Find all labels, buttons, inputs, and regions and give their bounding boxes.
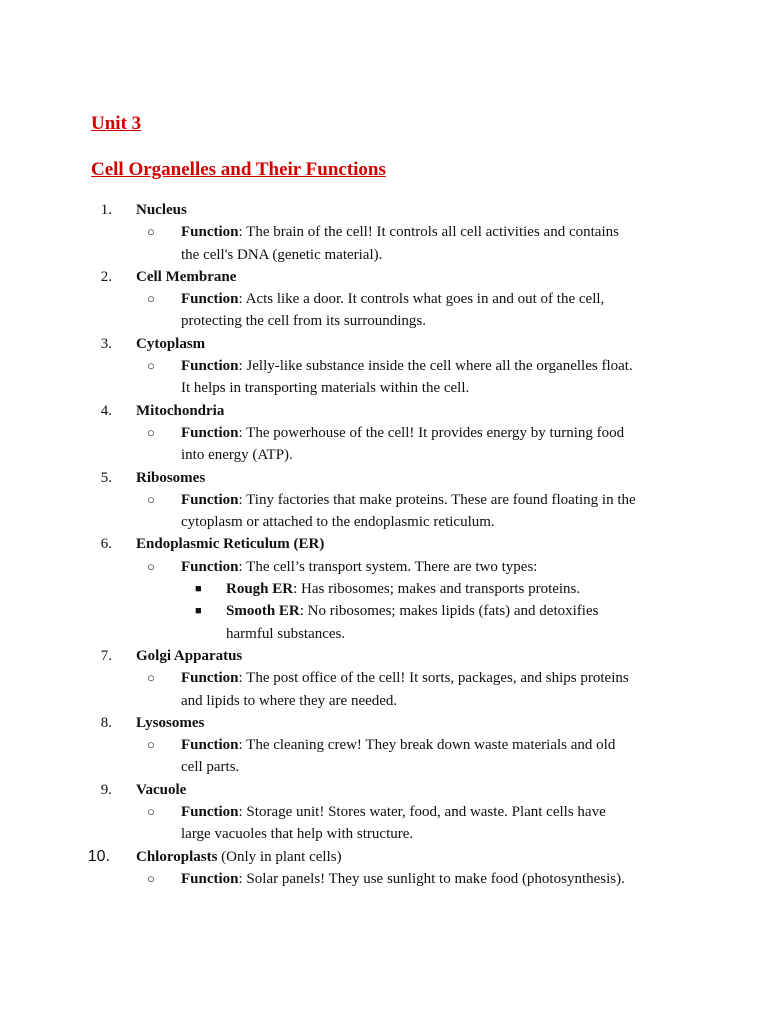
sub-item-label: Rough ER <box>226 581 294 598</box>
circle-bullet-icon: ○ <box>147 670 155 686</box>
function-label: Function <box>181 491 239 508</box>
function-label: Function <box>181 558 239 575</box>
function-text: Function: Tiny factories that make proteins. These are found floating in the <box>181 491 636 508</box>
organelle-name: Nucleus <box>136 202 187 218</box>
item-number: 4. <box>100 402 112 419</box>
list-item <box>0 846 768 868</box>
circle-bullet-icon: ○ <box>147 291 155 307</box>
organelle-name: Golgi Apparatus <box>136 647 243 664</box>
square-bullet-icon: ■ <box>195 583 202 596</box>
item-number: 8. <box>100 714 112 731</box>
item-number: 6. <box>100 536 112 553</box>
organelle-name: Ribosomes <box>136 469 206 486</box>
function-line <box>0 288 768 310</box>
item-number: 2. <box>100 268 112 285</box>
function-line <box>0 823 768 845</box>
function-text: Function: The brain of the cell! It controls all cell activities and contains <box>181 224 619 241</box>
organelle-name: Cytoplasm <box>136 335 206 352</box>
circle-bullet-icon: ○ <box>147 558 155 574</box>
list-item <box>0 645 768 667</box>
circle-bullet-icon: ○ <box>147 870 155 886</box>
sub-item-text: Smooth ER: No ribosomes; makes lipids (fats) and detoxifies <box>226 603 599 620</box>
function-line <box>0 221 768 243</box>
sub-item <box>0 600 768 622</box>
function-line <box>0 690 768 712</box>
organelle-name: Endoplasmic Reticulum (ER) <box>136 536 325 553</box>
unit-heading: Unit 3 <box>91 113 142 134</box>
sub-item-label: Smooth ER <box>226 603 300 620</box>
function-text: large vacuoles that help with structure. <box>181 826 414 843</box>
square-bullet-icon: ■ <box>195 605 202 618</box>
function-text: and lipids to where they are needed. <box>181 692 398 709</box>
function-label: Function <box>181 224 239 241</box>
item-number: 9. <box>100 781 112 798</box>
organelle-name: Mitochondria <box>136 402 225 419</box>
function-label: Function <box>181 737 239 754</box>
function-label: Function <box>181 358 239 375</box>
circle-bullet-icon: ○ <box>147 491 155 507</box>
function-line <box>0 868 768 890</box>
sub-item-text: harmful substances. <box>226 625 346 642</box>
function-line <box>0 756 768 778</box>
item-number: 3. <box>100 335 112 352</box>
function-text: It helps in transporting materials within the cell. <box>181 380 470 397</box>
function-text: Function: Jelly-like substance inside the cell where all the organelles float. <box>181 358 633 375</box>
function-line <box>0 244 768 266</box>
function-line <box>0 444 768 466</box>
function-line <box>0 801 768 823</box>
function-text: Function: The powerhouse of the cell! It provides energy by turning food <box>181 424 625 441</box>
organelle-name: Lysosomes <box>136 714 205 731</box>
function-text: Function: The cell’s transport system. There are two types: <box>181 558 538 575</box>
function-text: protecting the cell from its surroundings. <box>181 313 426 330</box>
sub-item-text: Rough ER: Has ribosomes; makes and transports proteins. <box>226 581 581 598</box>
item-number: 1. <box>100 202 112 218</box>
organelle-name: Vacuole <box>136 781 187 798</box>
function-text: cytoplasm or attached to the endoplasmic reticulum. <box>181 514 495 531</box>
sub-item-continuation <box>0 623 768 645</box>
function-line <box>0 422 768 444</box>
organelle-name: Cell Membrane <box>136 268 237 285</box>
list-item <box>0 467 768 489</box>
circle-bullet-icon: ○ <box>147 737 155 753</box>
list-item <box>0 266 768 288</box>
function-label: Function <box>181 804 239 821</box>
page-title: Cell Organelles and Their Functions <box>91 159 386 180</box>
organelle-name: Chloroplasts (Only in plant cells) <box>136 848 342 865</box>
function-text: Function: Solar panels! They use sunlight to make food (photosynthesis). <box>181 870 625 887</box>
function-text: Function: The post office of the cell! It sorts, packages, and ships proteins <box>181 670 629 687</box>
list-item <box>0 533 768 555</box>
function-line <box>0 310 768 332</box>
function-text: Function: Storage unit! Stores water, food, and waste. Plant cells have <box>181 804 606 821</box>
circle-bullet-icon: ○ <box>147 424 155 440</box>
function-text: cell parts. <box>181 759 240 776</box>
function-text: Function: Acts like a door. It controls what goes in and out of the cell, <box>181 291 605 308</box>
function-label: Function <box>181 670 239 687</box>
circle-bullet-icon: ○ <box>147 224 155 240</box>
function-line <box>0 377 768 399</box>
item-number: 7. <box>100 647 112 664</box>
function-line <box>0 355 768 377</box>
list-item <box>0 333 768 355</box>
sub-item <box>0 578 768 600</box>
list-item <box>0 199 768 221</box>
list-item <box>0 712 768 734</box>
circle-bullet-icon: ○ <box>147 804 155 820</box>
function-text: into energy (ATP). <box>181 447 293 464</box>
function-text: Function: The cleaning crew! They break down waste materials and old <box>181 737 616 754</box>
function-label: Function <box>181 870 239 887</box>
list-item <box>0 400 768 422</box>
function-line <box>0 489 768 511</box>
item-number: 10. <box>87 847 110 865</box>
function-text: the cell's DNA (genetic material). <box>181 246 383 263</box>
function-line <box>0 667 768 689</box>
function-line <box>0 556 768 578</box>
organelle-list <box>0 199 768 890</box>
list-item <box>0 779 768 801</box>
function-line <box>0 511 768 533</box>
function-label: Function <box>181 291 239 308</box>
function-line <box>0 734 768 756</box>
item-number: 5. <box>100 469 112 486</box>
circle-bullet-icon: ○ <box>147 358 155 374</box>
organelle-note: (Only in plant cells) <box>217 848 342 865</box>
function-label: Function <box>181 424 239 441</box>
